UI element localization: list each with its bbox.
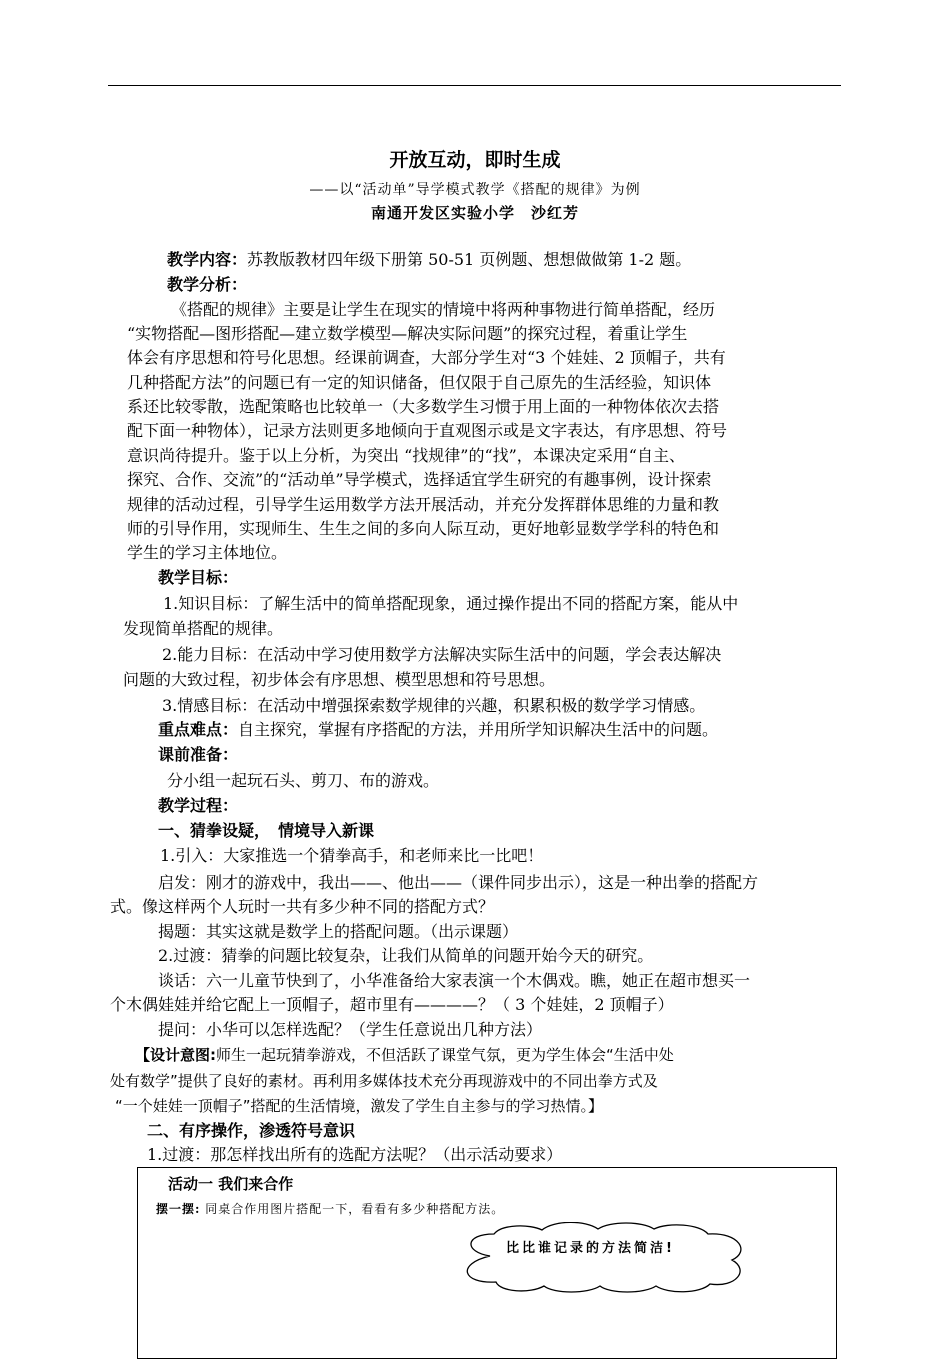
design-intent-line: 处有数学”提供了良好的素材。再利用多媒体技术充分再现游戏中的不同出拳方式及 <box>110 1072 658 1090</box>
process-line: 2.过渡：猜拳的问题比较复杂，让我们从简单的问题开始今天的研究。 <box>158 946 654 965</box>
design-intent-line <box>135 1045 674 1065</box>
process-line: 1.引入：大家推选一个猜拳高手，和老师来比一比吧！ <box>160 846 544 865</box>
analysis-line: 《搭配的规律》主要是让学生在现实的情境中将两种事物进行简单搭配，经历 <box>171 300 716 319</box>
activity-task <box>156 1200 504 1217</box>
section-heading-1: 一、猜拳设疑， 情境导入新课 <box>158 821 375 840</box>
page-subtitle: ——以“活动单”导学模式教学《搭配的规律》为例 <box>309 182 641 198</box>
process-line: 1.过渡：那怎样找出所有的选配方法呢？（出示活动要求） <box>147 1145 563 1164</box>
process-line: 提问：小华可以怎样选配？（学生任意说出几种方法） <box>158 1020 543 1039</box>
prep-text: 分小组一起玩石头、剪刀、布的游戏。 <box>167 771 440 790</box>
design-intent-line: “一个娃娃一顶帽子”搭配的生活情境，激发了学生自主参与的学习热情。】 <box>115 1097 604 1115</box>
goal-line: 3.情感目标：在活动中增强探索数学规律的兴趣，积累积极的数学学习情感。 <box>162 696 706 715</box>
goal-line: 2.能力目标：在活动中学习使用数学方法解决实际生活中的问题，学会表达解决 <box>162 645 722 664</box>
process-line: 个木偶娃娃并给它配上一顶帽子，超市里有————？（ 3 个娃娃，2 顶帽子） <box>110 995 674 1014</box>
process-line: 谈话：六一儿童节快到了，小华准备给大家表演一个木偶戏。瞧，她正在超市想买一 <box>158 971 751 990</box>
analysis-line: 师的引导作用，实现师生、生生之间的多向人际互动，更好地彰显数学学科的特色和 <box>127 519 720 538</box>
process-label: 教学过程： <box>158 796 239 815</box>
content-line <box>167 250 691 270</box>
page-title: 开放互动，即时生成 <box>389 149 561 171</box>
analysis-line: 学生的学习主体地位。 <box>127 543 288 562</box>
process-line: 启发：刚才的游戏中，我出——、他出——（课件同步出示），这是一种出拳的搭配方 <box>158 873 759 892</box>
analysis-line: 配下面一种物体），记录方法则更多地倾向于直观图示或是文字表达，有序思想、符号 <box>127 421 728 440</box>
content-label: 教学内容： <box>167 250 248 269</box>
process-line: 式。像这样两个人玩时一共有多少种不同的搭配方式？ <box>110 897 495 916</box>
activity-title: 活动一 我们来合作 <box>168 1175 294 1193</box>
goal-line: 问题的大致过程，初步体会有序思想、模型思想和符号思想。 <box>123 670 556 689</box>
keypoints-text: 自主探究，掌握有序搭配的方法，并用所学知识解决生活中的问题。 <box>238 720 719 739</box>
analysis-line: 几种搭配方法”的问题已有一定的知识储备，但仅限于自己原先的生活经验，知识体 <box>127 373 712 392</box>
design-intent-text: 师生一起玩猜拳游戏，不但活跃了课堂气氛，更为学生体会“生活中处 <box>216 1046 674 1064</box>
activity-task-label: 摆一摆: <box>156 1202 201 1216</box>
design-intent-label: 【设计意图: <box>135 1046 216 1064</box>
keypoints-label: 重点难点： <box>158 720 239 739</box>
analysis-label: 教学分析： <box>167 275 248 294</box>
prep-label: 课前准备： <box>158 745 239 764</box>
cloud-text: 比比谁记录的方法简洁! <box>506 1241 675 1256</box>
keypoints-line <box>158 720 718 740</box>
analysis-line: 探究、合作、交流”的“活动单”导学模式，选择适宜学生研究的有趣事例，设计探索 <box>127 470 712 489</box>
process-line: 揭题：其实这就是数学上的搭配问题。（出示课题） <box>158 922 519 941</box>
goals-label: 教学目标： <box>158 568 239 587</box>
analysis-line: 意识尚待提升。鉴于以上分析，为突出 “找规律”的“找”，本课决定采用“自主、 <box>127 446 685 465</box>
analysis-line: 体会有序思想和符号化思想。经课前调查，大部分学生对“3 个娃娃、2 顶帽子，共有 <box>127 348 726 367</box>
section-heading-2: 二、有序操作，渗透符号意识 <box>147 1121 356 1140</box>
analysis-line: “实物搭配—图形搭配—建立数学模型—解决实际问题”的探究过程，着重让学生 <box>127 324 688 343</box>
analysis-line: 规律的活动过程，引导学生运用数学方法开展活动，并充分发挥群体思维的力量和教 <box>127 495 720 514</box>
goal-line: 1.知识目标：了解生活中的简单搭配现象，通过操作提出不同的搭配方案，能从中 <box>163 594 739 613</box>
content-text: 苏教版教材四年级下册第 50-51 页例题、想想做做第 1-2 题。 <box>247 250 692 269</box>
header-rule <box>108 85 841 86</box>
activity-task-text: 同桌合作用图片搭配一下，看看有多少种搭配方法。 <box>200 1202 505 1216</box>
author-line: 南通开发区实验小学 沙红芳 <box>370 204 579 222</box>
goal-line: 发现简单搭配的规律。 <box>123 619 284 638</box>
analysis-line: 系还比较零散，选配策略也比较单一（大多数学生习惯于用上面的一种物体依次去搭 <box>127 397 720 416</box>
